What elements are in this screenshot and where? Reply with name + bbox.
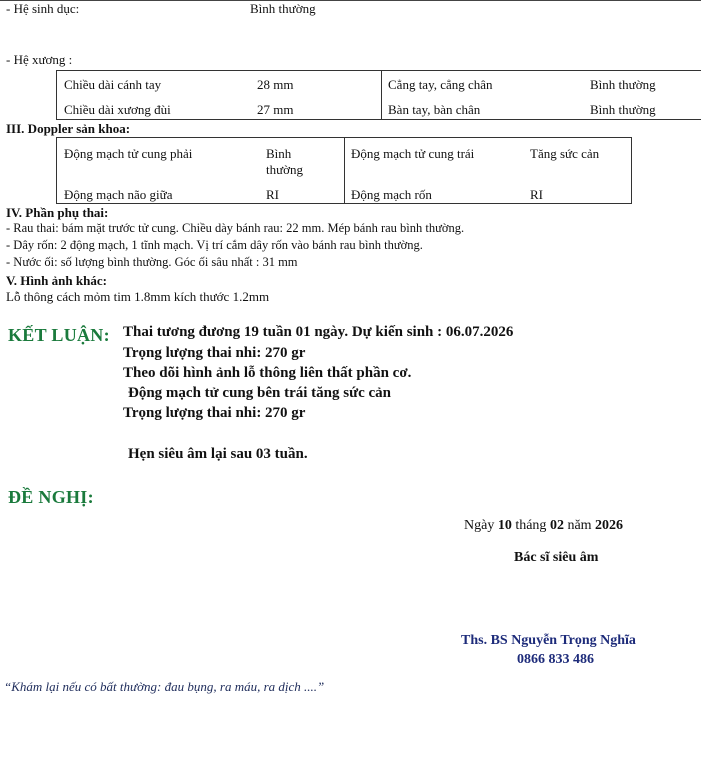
conclusion-line-vsd: Theo dõi hình ảnh lỗ thông liên thất phần cơ. — [123, 365, 412, 381]
conclusion-line-weight-2: Trọng lượng thai nhi: 270 gr — [123, 405, 306, 421]
placenta-line: - Rau thai: bám mặt trước tử cung. Chiều dày bánh rau: 22 mm. Mép bánh rau bình thường. — [6, 221, 465, 235]
recommendation-title: ĐỀ NGHỊ: — [8, 487, 94, 507]
arm-length-label: Chiều dài cánh tay — [64, 77, 162, 92]
top-border — [0, 0, 701, 1]
other-images-heading: V. Hình ảnh khác: — [6, 273, 107, 288]
amniotic-fluid-line: - Nước ối: số lượng bình thường. Góc ối sâu nhất : 31 mm — [6, 255, 298, 269]
doctor-role: Bác sĩ siêu âm — [514, 550, 599, 565]
conclusion-line-uterine-artery: Động mạch tử cung bên trái tăng sức cản — [128, 385, 392, 401]
other-images-line: Lỗ thông cách mỏm tim 1.8mm kích thước 1.2mm — [6, 289, 270, 304]
forearm-value: Bình thường — [590, 77, 656, 92]
umbilical-cord-line: - Dây rốn: 2 động mạch, 1 tĩnh mạch. Vị trí cắm dây rốn vào bánh rau bình thường. — [6, 238, 423, 252]
umbilical-artery-label: Động mạch rốn — [351, 187, 432, 202]
genital-system-value: Bình thường — [250, 1, 316, 16]
date-year-label: năm — [567, 518, 592, 533]
umbilical-artery-value: RI — [530, 187, 543, 202]
date-prefix: Ngày — [464, 518, 495, 533]
mca-value: RI — [266, 187, 279, 202]
doctor-name: Ths. BS Nguyễn Trọng Nghĩa — [461, 633, 636, 648]
arm-length-value: 28 mm — [257, 77, 294, 92]
femur-length-value: 27 mm — [257, 102, 294, 117]
hands-feet-value: Bình thường — [590, 102, 656, 117]
right-uterine-artery-value: Bình thường — [266, 146, 304, 177]
doppler-heading: III. Doppler sản khoa: — [6, 121, 131, 136]
date-month-label: tháng — [515, 518, 547, 533]
genital-system-label: - Hệ sinh dục: — [6, 1, 80, 16]
mca-label: Động mạch não giữa — [64, 187, 173, 202]
signature-date — [464, 518, 623, 534]
left-uterine-artery-value: Tăng sức cản — [530, 146, 600, 161]
skeletal-label: - Hệ xương : — [6, 52, 73, 67]
femur-length-label: Chiều dài xương đùi — [64, 102, 171, 117]
footer-note: “Khám lại nếu có bất thường: đau bụng, ra máu, ra dịch ....” — [4, 679, 325, 694]
left-uterine-artery-label: Động mạch tử cung trái — [351, 146, 475, 161]
doctor-phone: 0866 833 486 — [517, 652, 594, 667]
conclusion-line-gestation: Thai tương đương 19 tuần 01 ngày. Dự kiến sinh : 06.07.2026 — [123, 324, 514, 340]
appendages-heading: IV. Phần phụ thai: — [6, 205, 109, 220]
conclusion-title: KẾT LUẬN: — [8, 325, 110, 345]
forearm-label: Cẳng tay, cẳng chân — [388, 77, 493, 92]
hands-feet-label: Bàn tay, bàn chân — [388, 102, 481, 117]
date-month: 02 — [549, 518, 564, 533]
followup-line: Hẹn siêu âm lại sau 03 tuần. — [128, 446, 308, 462]
conclusion-line-weight: Trọng lượng thai nhi: 270 gr — [123, 345, 306, 361]
date-year: 2026 — [595, 518, 624, 533]
date-day: 10 — [497, 518, 512, 533]
right-uterine-artery-label: Động mạch tử cung phải — [64, 146, 193, 161]
